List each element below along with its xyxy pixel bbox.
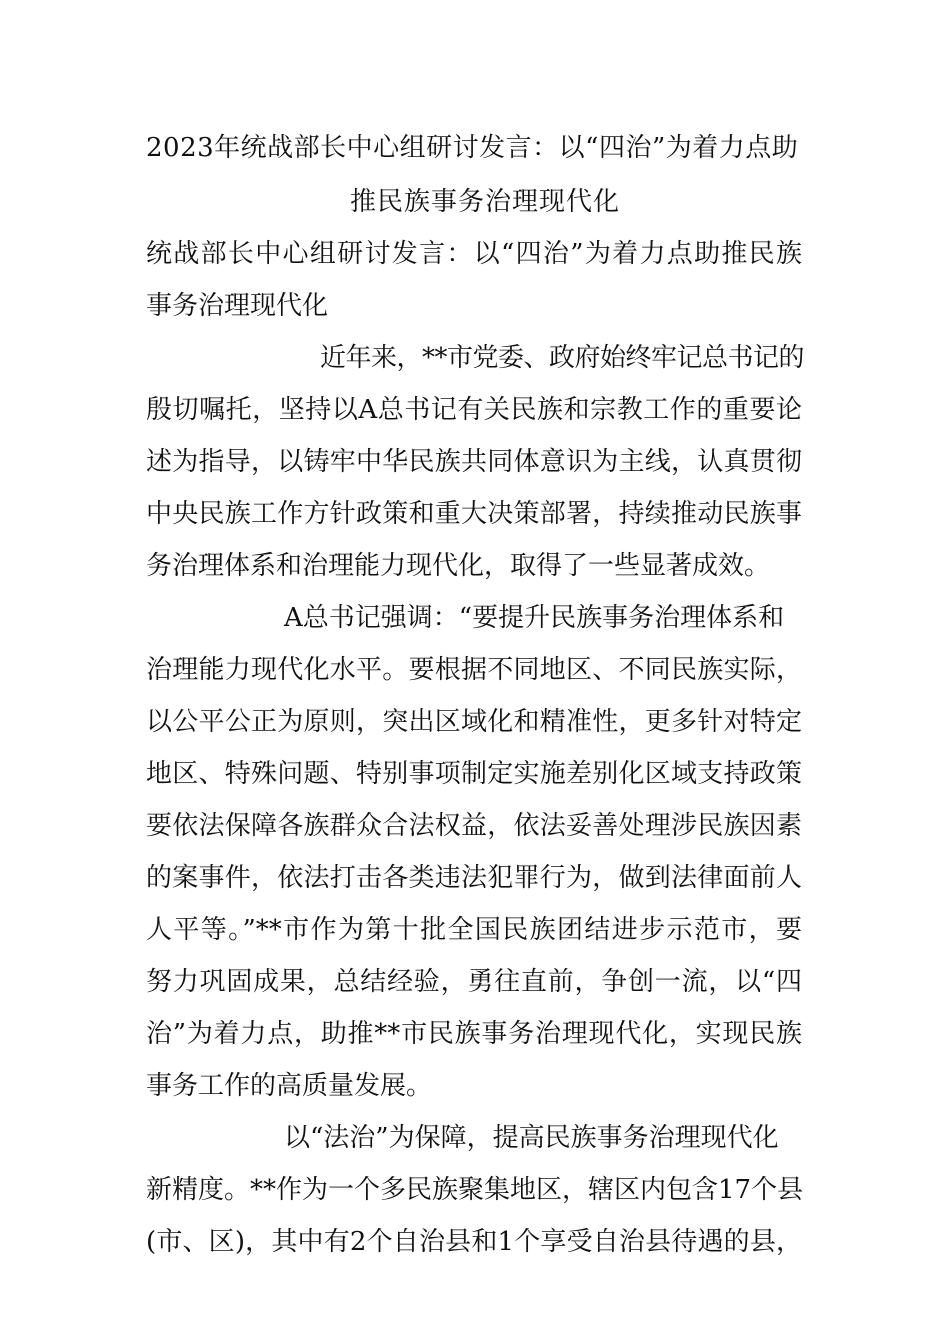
paragraph-1-line: 务治理体系和治理能力现代化，取得了一些显著成效。 (146, 551, 771, 581)
subtitle-line-2: 事务治理现代化 (146, 291, 329, 321)
paragraph-3-line: 新精度。**作为一个多民族聚集地区，辖区内包含17个县 (146, 1175, 804, 1205)
paragraph-2-line: 事务工作的高质量发展。 (146, 1071, 433, 1101)
paragraph-2-line: 治理能力现代化水平。要根据不同地区、不同民族实际， (146, 655, 802, 685)
document-title-line-2: 推民族事务治理现代化 (350, 187, 621, 217)
paragraph-1-line: 中央民族工作方针政策和重大决策部署，持续推动民族事 (146, 499, 802, 529)
paragraph-1-line: 殷切嘱托，坚持以A总书记有关民族和宗教工作的重要论 (146, 395, 802, 425)
paragraph-1-line: 述为指导，以铸牢中华民族共同体意识为主线，认真贯彻 (146, 447, 802, 477)
paragraph-2-line: 地区、特殊问题、特别事项制定实施差别化区域支持政策 (146, 759, 802, 789)
document-title-line-1: 2023年统战部长中心组研讨发言：以“四治”为着力点助 (146, 133, 799, 163)
paragraph-1-line: 近年来，**市党委、政府始终牢记总书记的 (320, 343, 805, 373)
paragraph-2-line: 要依法保障各族群众合法权益，依法妥善处理涉民族因素 (146, 811, 802, 841)
paragraph-3-line: (市、区)，其中有2个自治县和1个享受自治县待遇的县， (146, 1227, 802, 1257)
paragraph-3-line: 以“法治”为保障，提高民族事务治理现代化 (284, 1123, 779, 1153)
paragraph-2-line: 的案事件，依法打击各类违法犯罪行为，做到法律面前人 (146, 863, 802, 893)
paragraph-2-line: 人平等。”**市作为第十批全国民族团结进步示范市，要 (146, 915, 802, 945)
paragraph-2-line: 治”为着力点，助推**市民族事务治理现代化，实现民族 (146, 1019, 802, 1049)
paragraph-2-line: A总书记强调：“要提升民族事务治理体系和 (284, 603, 785, 633)
paragraph-2-line: 以公平公正为原则，突出区域化和精准性，更多针对特定 (146, 707, 802, 737)
paragraph-2-line: 努力巩固成果，总结经验，勇往直前，争创一流，以“四 (146, 967, 802, 997)
subtitle-line-1: 统战部长中心组研讨发言：以“四治”为着力点助推民族 (146, 239, 802, 269)
